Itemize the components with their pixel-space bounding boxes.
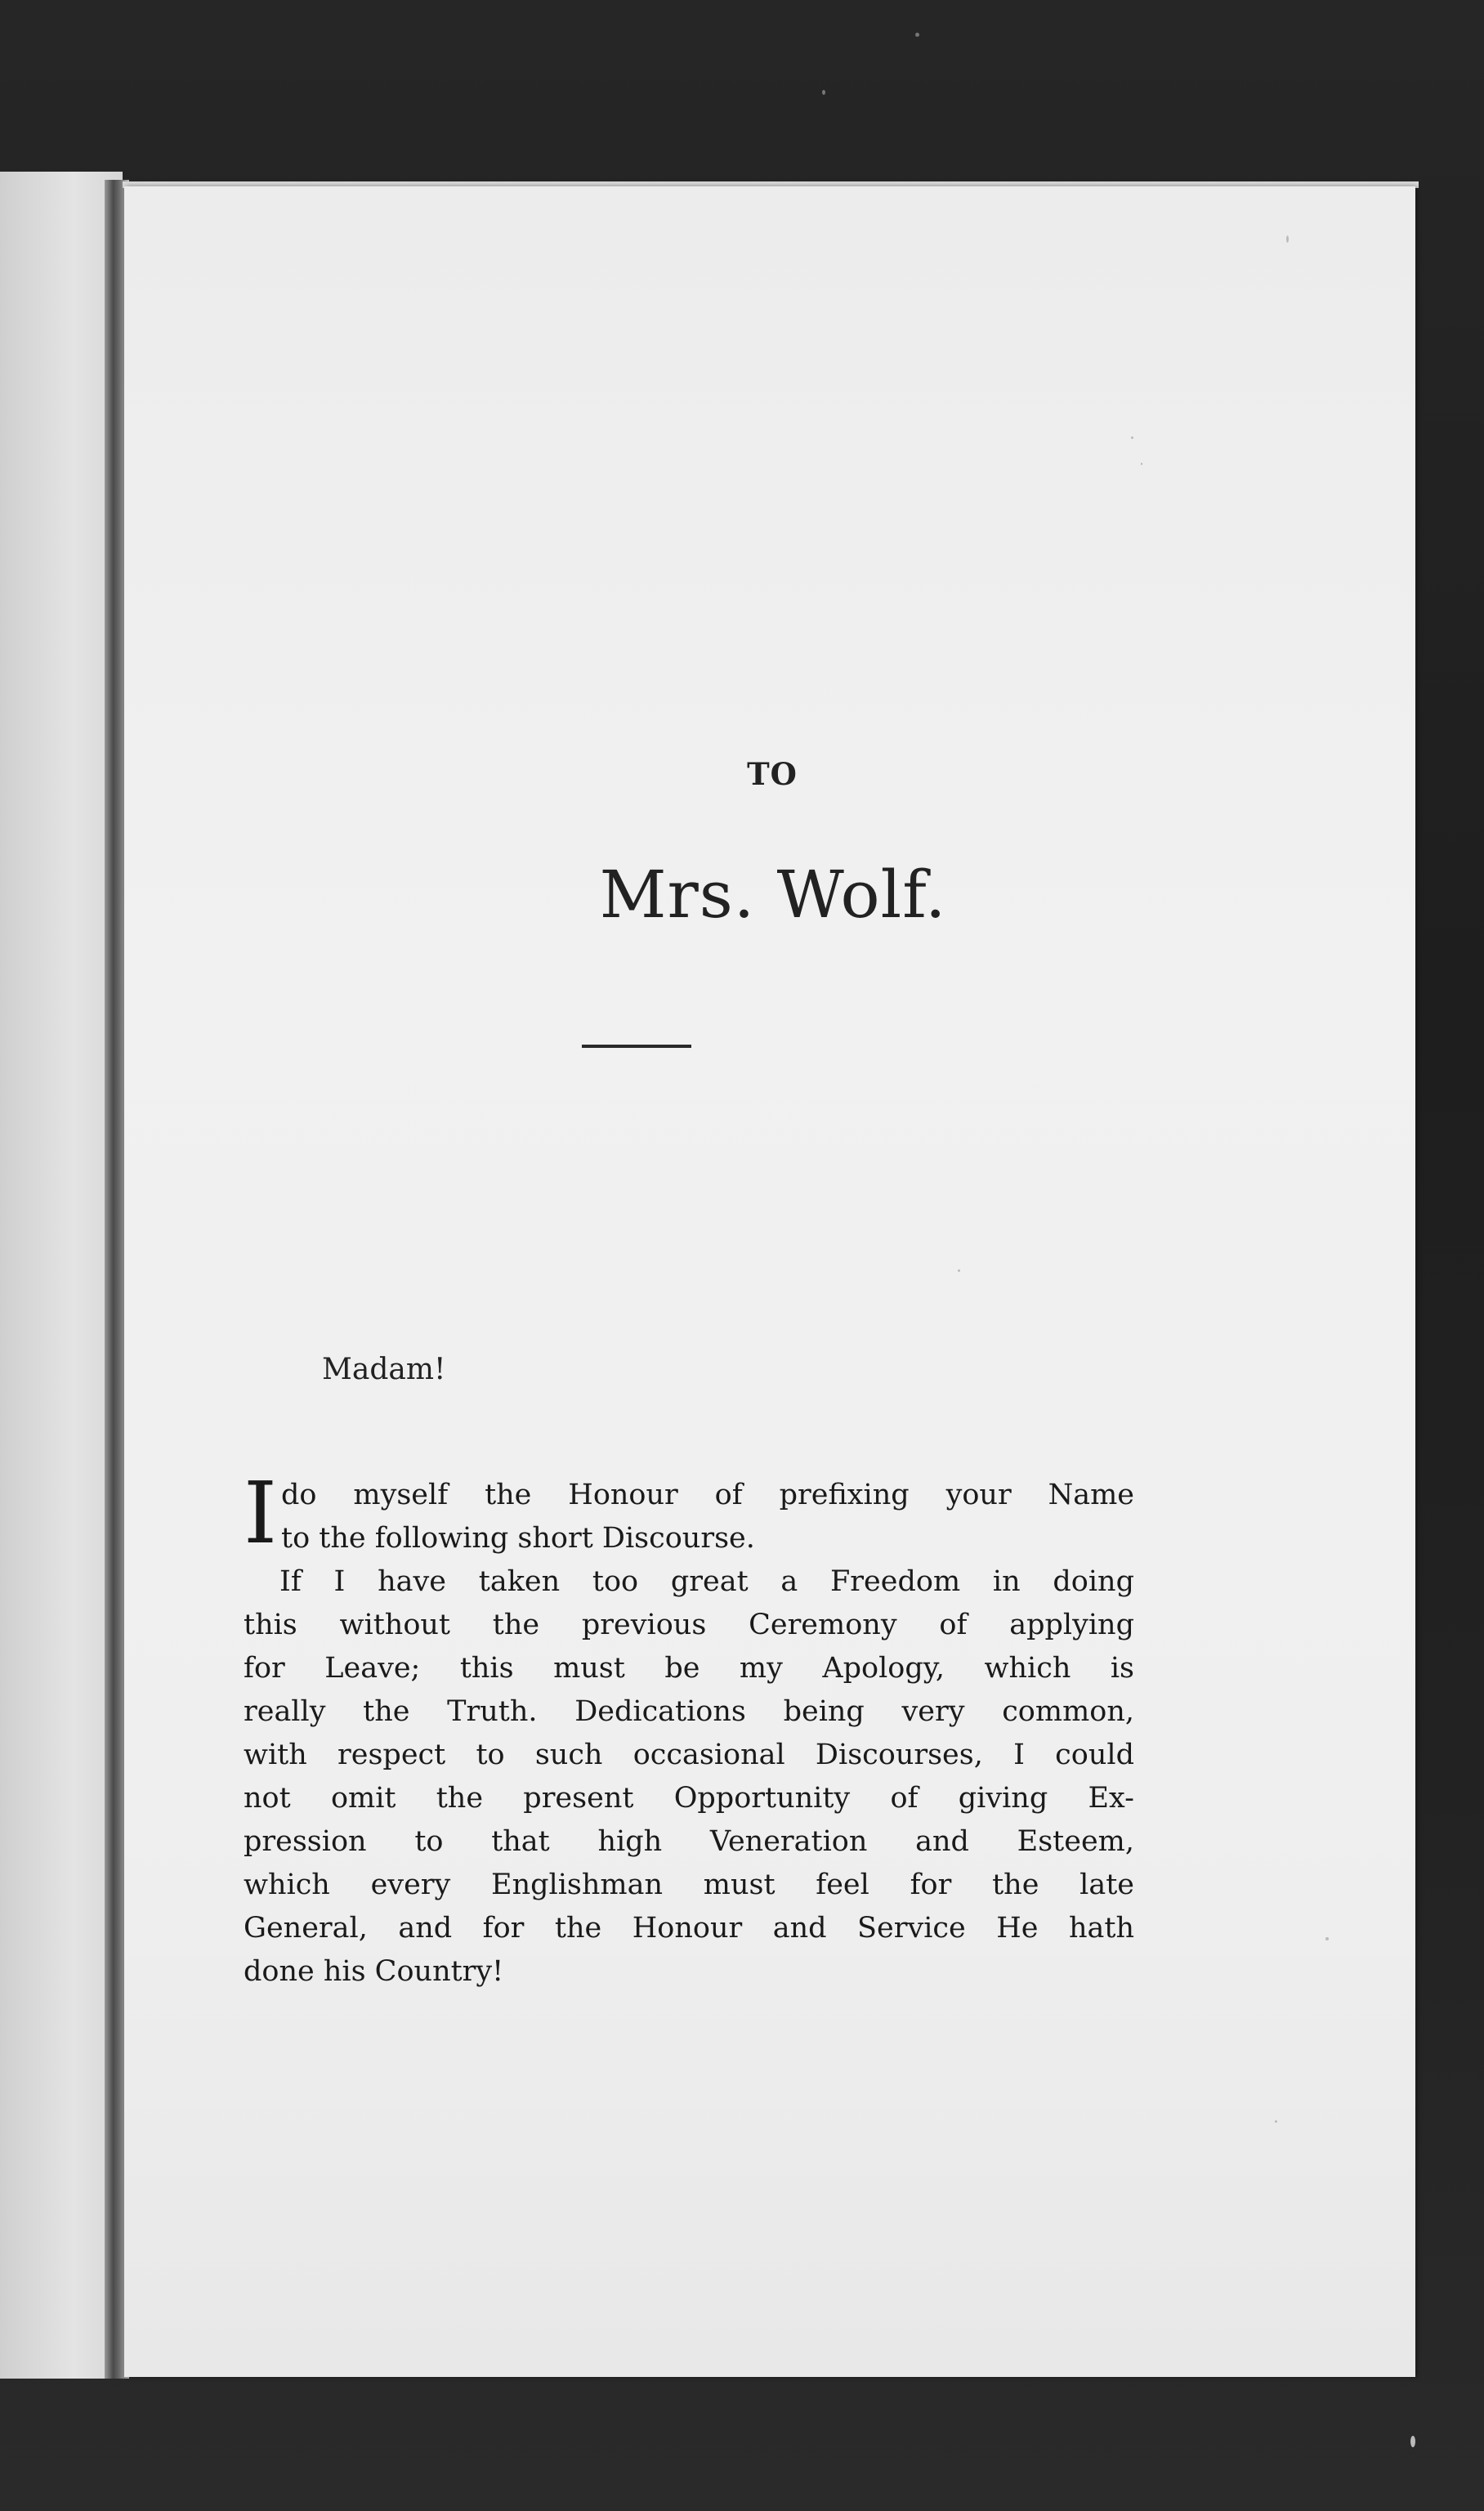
- dedicatee-name: Mrs. Wolf.: [599, 857, 947, 933]
- text-line: done his Country!: [244, 1955, 504, 1988]
- text-line: pression to that high Veneration and Esteem,: [244, 1825, 1134, 1858]
- dust-speck: [1410, 2436, 1415, 2447]
- dust-speck: [958, 1269, 960, 1272]
- dust-speck: [1286, 235, 1289, 243]
- dust-speck: [1325, 1937, 1329, 1940]
- first-paragraph: [244, 1463, 1134, 1563]
- heading-divider: [582, 1045, 691, 1048]
- text-line: not omit the present Opportunity of giving Ex-: [244, 1782, 1134, 1815]
- text-line: this without the previous Ceremony of applying: [244, 1609, 1134, 1641]
- text-line: for Leave; this must be my Apology, which is: [244, 1652, 1134, 1685]
- dust-speck: [915, 33, 919, 37]
- book-page: [124, 186, 1415, 2377]
- text-line: which every Englishman must feel for the late: [244, 1869, 1134, 1901]
- dust-speck: [822, 90, 825, 95]
- text-line: really the Truth. Dedications being very common,: [244, 1695, 1134, 1728]
- drop-cap: I: [244, 1463, 278, 1563]
- dust-speck: [1141, 463, 1142, 465]
- dust-speck: [1131, 436, 1133, 439]
- text-line: with respect to such occasional Discourses, I could: [244, 1739, 1134, 1771]
- dedication-to: TO: [747, 756, 798, 792]
- second-paragraph: [244, 1560, 1134, 1994]
- dedication-body: [244, 1463, 1134, 1994]
- text-line: do myself the Honour of prefixing your Name: [281, 1479, 1134, 1511]
- dust-speck: [1275, 2120, 1277, 2123]
- text-line: to the following short Discourse.: [281, 1522, 755, 1555]
- salutation: Madam!: [322, 1353, 446, 1386]
- text-line: If I have taken too great a Freedom in doing: [279, 1565, 1134, 1598]
- text-line: General, and for the Honour and Service He hath: [244, 1912, 1134, 1945]
